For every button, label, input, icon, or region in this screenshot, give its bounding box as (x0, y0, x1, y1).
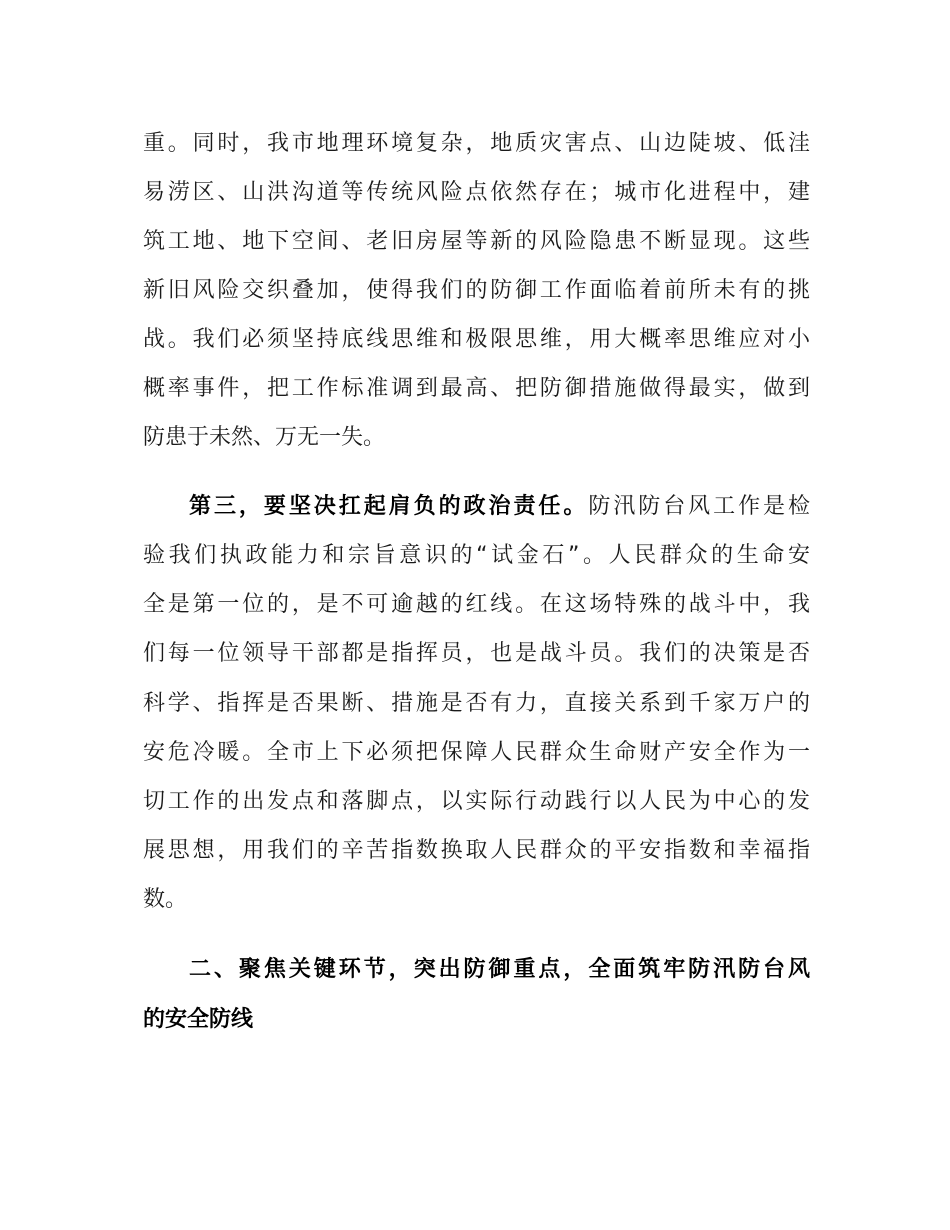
paragraph-1-line-2: 易涝区、山洪沟道等传统风险点依然存在；城市化进程中，建 (143, 180, 810, 205)
paragraph-2-first-line-rest: 防汛防台风工作是检 (588, 494, 810, 519)
paragraph-2-line-9: 数。 (143, 887, 188, 912)
paragraph-1-line-4: 新旧风险交织叠加，使得我们的防御工作面临着前所未有的挑 (143, 278, 810, 303)
paragraph-2-line-5: 科学、指挥是否果断、措施是否有力，直接关系到千家万户的 (143, 691, 810, 716)
section-heading-line-2: 的安全防线 (143, 1007, 254, 1032)
paragraph-2-line-7: 切工作的出发点和落脚点，以实际行动践行以人民为中心的发 (143, 789, 810, 814)
paragraph-2-line-2: 验我们执政能力和宗旨意识的“试金石”。人民群众的生命安 (143, 543, 810, 568)
paragraph-2-line-3: 全是第一位的，是不可逾越的红线。在这场特殊的战斗中，我 (143, 592, 810, 617)
paragraph-1-line-5: 战。我们必须坚持底线思维和极限思维，用大概率思维应对小 (143, 327, 810, 352)
paragraph-2-heading: 第三，要坚决扛起肩负的政治责任。 (189, 494, 589, 519)
paragraph-1-line-7: 防患于未然、万无一失。 (143, 425, 386, 450)
paragraph-1-line-6: 概率事件，把工作标准调到最高、把防御措施做得最实，做到 (143, 376, 810, 401)
paragraph-2-first-line (189, 487, 810, 527)
paragraph-1-line-3: 筑工地、地下空间、老旧房屋等新的风险隐患不断显现。这些 (143, 229, 810, 254)
paragraph-2-line-8: 展思想，用我们的辛苦指数换取人民群众的平安指数和幸福指 (143, 838, 810, 863)
paragraph-2-line-4: 们每一位领导干部都是指挥员，也是战斗员。我们的决策是否 (143, 641, 810, 666)
paragraph-2-line-6: 安危冷暖。全市上下必须把保障人民群众生命财产安全作为一 (143, 740, 810, 765)
section-heading-line-1: 二、聚焦关键环节，突出防御重点，全面筑牢防汛防台风 (189, 957, 810, 982)
paragraph-1-line-1: 重。同时，我市地理环境复杂，地质灾害点、山边陡坡、低洼 (143, 131, 810, 156)
